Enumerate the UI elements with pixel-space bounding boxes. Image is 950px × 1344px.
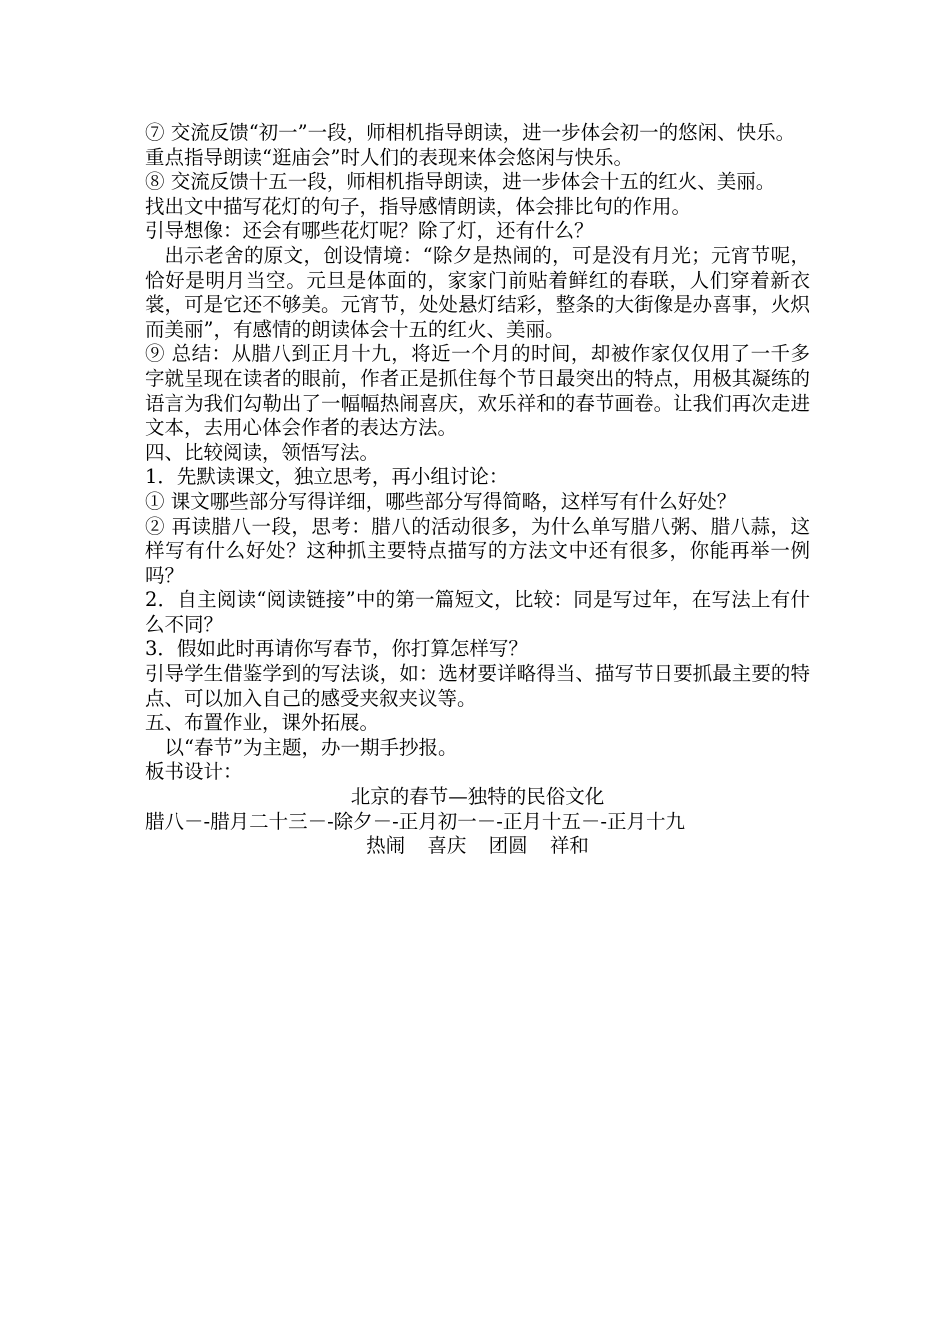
board-theme-item: 热闹 [366, 834, 406, 858]
paragraph-item-2: 2．自主阅读“阅读链接”中的第一篇短文，比较：同是写过年，在写法上有什么不同？ [145, 588, 810, 636]
board-timeline: 腊八－-腊月二十三－-除夕－-正月初一－-正月十五－-正月十九 [145, 809, 685, 833]
paragraph-step-8: ⑧ 交流反馈十五一段，师相机指导朗读，进一步体会十五的红火、美丽。 [145, 170, 776, 194]
board-title: 北京的春节—独特的民俗文化 [350, 785, 605, 809]
document-page [145, 121, 810, 859]
paragraph-guide-writing: 引导学生借鉴学到的写法谈，如：选材要详略得当、描写节日要抓最主要的特点、可以加入自己的感受夹叙夹议等。 [145, 662, 810, 710]
paragraph-step-7: ⑦ 交流反馈“初一”一段，师相机指导朗读，进一步体会初一的悠闲、快乐。 [145, 121, 796, 144]
paragraph-imagine: 引导想像：还会有哪些花灯呢？除了灯，还有什么？ [145, 219, 594, 243]
board-themes [145, 834, 810, 859]
board-theme-item: 喜庆 [427, 834, 467, 858]
paragraph-temple-fair: 重点指导朗读“逛庙会”时人们的表现来体会悠闲与快乐。 [145, 145, 633, 169]
section-heading-5: 五、布置作业，课外拓展。 [145, 711, 380, 735]
section-heading-4: 四、比较阅读，领悟写法。 [145, 440, 380, 464]
paragraph-item-1: 1．先默读课文，独立思考，再小组讨论： [145, 465, 509, 489]
paragraph-item-3: 3．假如此时再请你写春节，你打算怎样写？ [145, 637, 528, 661]
board-theme-item: 祥和 [549, 834, 589, 858]
board-theme-item: 团圆 [488, 834, 528, 858]
paragraph-original-text: 出示老舍的原文，创设情境：“除夕是热闹的，可是没有月光；元宵节呢，恰好是明月当空。元旦是体面的，家家门前贴着鲜红的春联，人们穿着新衣裳，可是它还不够美。元宵节，处处悬灯结彩，整条的大街像是办喜事，火炽而美丽”，有感情的朗读体会十五的红火、美丽。 [145, 243, 810, 341]
paragraph-step-9-summary: ⑨ 总结：从腊八到正月十九，将近一个月的时间，却被作家仅仅用了一千多字就呈现在读者的眼前，作者正是抓住每个节日最突出的特点，用极其凝练的语言为我们勾勒出了一幅幅热闹喜庆，欢乐祥和的春节画卷。让我们再次走进文本，去用心体会作者的表达方法。 [145, 342, 810, 440]
paragraph-homework: 以“春节”为主题，办一期手抄报。 [164, 735, 458, 759]
board-design-label: 板书设计： [145, 760, 243, 784]
paragraph-lantern-sentences: 找出文中描写花灯的句子，指导感情朗读，体会排比句的作用。 [145, 194, 692, 218]
paragraph-question-1: ① 课文哪些部分写得详细，哪些部分写得简略，这样写有什么好处？ [145, 489, 737, 513]
paragraph-question-2: ② 再读腊八一段，思考：腊八的活动很多，为什么单写腊八粥、腊八蒜，这样写有什么好处？这种抓主要特点描写的方法文中还有很多，你能再举一例吗？ [145, 514, 810, 587]
